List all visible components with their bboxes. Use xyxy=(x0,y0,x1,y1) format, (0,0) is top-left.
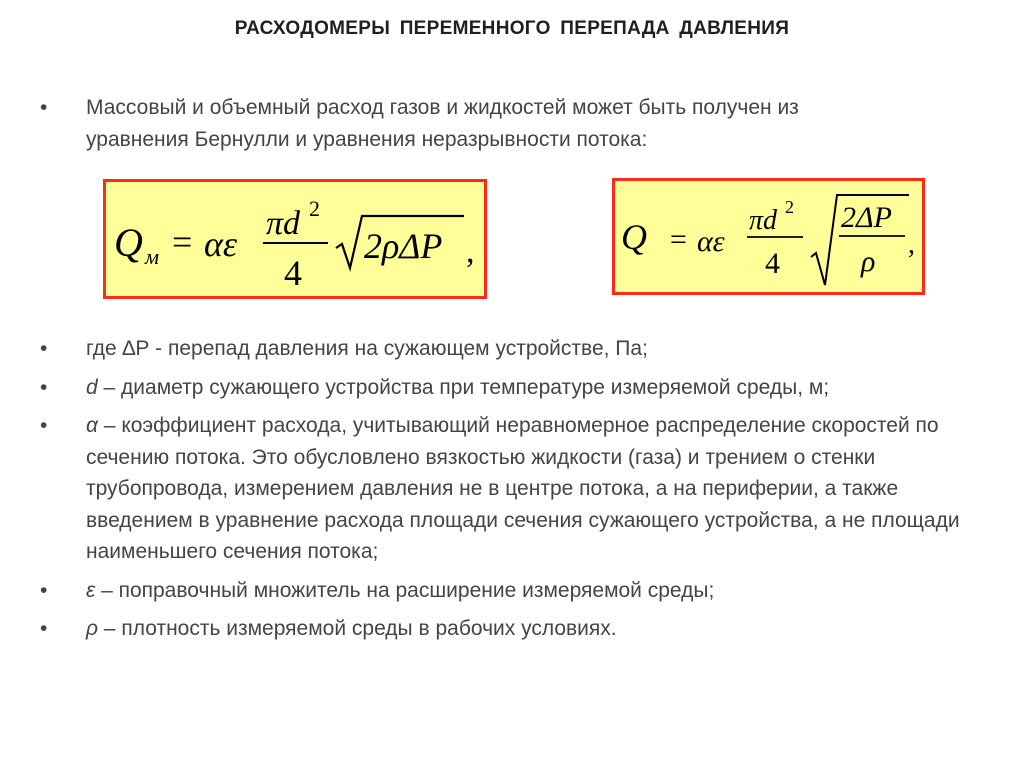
radicand-numerator: 2ΔP xyxy=(841,201,892,234)
formula-equals: = xyxy=(172,222,193,262)
definition-item xyxy=(40,333,1000,365)
mass-flow-formula xyxy=(103,179,487,299)
definition-symbol: α xyxy=(86,414,98,437)
bullet-marker: • xyxy=(40,578,48,602)
definition-text: – коэффициент расхода, учитывающий неравномерное распределение скоростей по сечению потока. Это обусловлено вязкостью жидкости (газа) и трением о стенки трубопровода, измерением давления не в центре потока, а на периферии, а также введением в уравнение расхода площади сечения сужающего устройства, а не площади наименьшего сечения потока; xyxy=(86,414,960,563)
definition-text: где ∆Р - перепад давления на сужающем устройстве, Па; xyxy=(86,337,648,360)
definition-symbol: ε xyxy=(86,578,96,602)
formula-comma: , xyxy=(466,233,475,270)
formula-numerator: πd xyxy=(749,205,778,236)
bullet-marker: • xyxy=(40,337,48,360)
formula-denominator: 4 xyxy=(284,253,302,293)
definition-symbol: d xyxy=(86,375,98,399)
intro-line-2: уравнения Бернулли и уравнения неразрывности потока: xyxy=(86,127,648,151)
definition-text: – диаметр сужающего устройства при температуре измеряемой среды, м; xyxy=(97,375,830,399)
formula-lhs: Q xyxy=(621,217,647,257)
formula-equals: = xyxy=(670,223,687,256)
volume-flow-formula xyxy=(612,178,925,295)
definition-item xyxy=(40,410,1000,568)
intro-line-1: Массовый и объемный расход газов и жидкостей может быть получен из xyxy=(86,96,799,119)
formula-exponent: 2 xyxy=(785,197,794,217)
radicand-denominator: ρ xyxy=(861,245,876,278)
formula-exponent: 2 xyxy=(309,196,320,221)
formula-coefficient: αε xyxy=(204,224,238,264)
definition-item xyxy=(40,575,1000,607)
intro-item xyxy=(40,92,1000,155)
bullet-marker: • xyxy=(40,375,48,399)
formula-comma: , xyxy=(908,229,915,260)
definition-text: – плотность измеряемой среды в рабочих условиях. xyxy=(98,617,617,640)
intro-list xyxy=(40,92,1000,155)
page-title: РАСХОДОМЕРЫ ПЕРЕМЕННОГО ПЕРЕПАДА ДАВЛЕНИЯ xyxy=(234,18,790,39)
formula-denominator: 4 xyxy=(765,247,780,280)
formula-lhs-subscript: м xyxy=(145,244,160,269)
definition-text: – поправочный множитель на расширение измеряемой среды; xyxy=(95,578,715,602)
formula-coefficient: αε xyxy=(697,225,725,258)
bullet-marker: • xyxy=(40,96,48,119)
formula-lhs: Q xyxy=(114,220,143,265)
definitions-list xyxy=(40,333,1000,652)
definition-symbol: ρ xyxy=(86,617,99,640)
definition-item xyxy=(40,613,1000,645)
definition-item xyxy=(40,372,1000,404)
bullet-marker: • xyxy=(40,617,48,640)
bullet-marker: • xyxy=(40,414,48,437)
formula-numerator: πd xyxy=(266,205,301,242)
formula-radicand: 2ρΔP xyxy=(364,226,443,266)
